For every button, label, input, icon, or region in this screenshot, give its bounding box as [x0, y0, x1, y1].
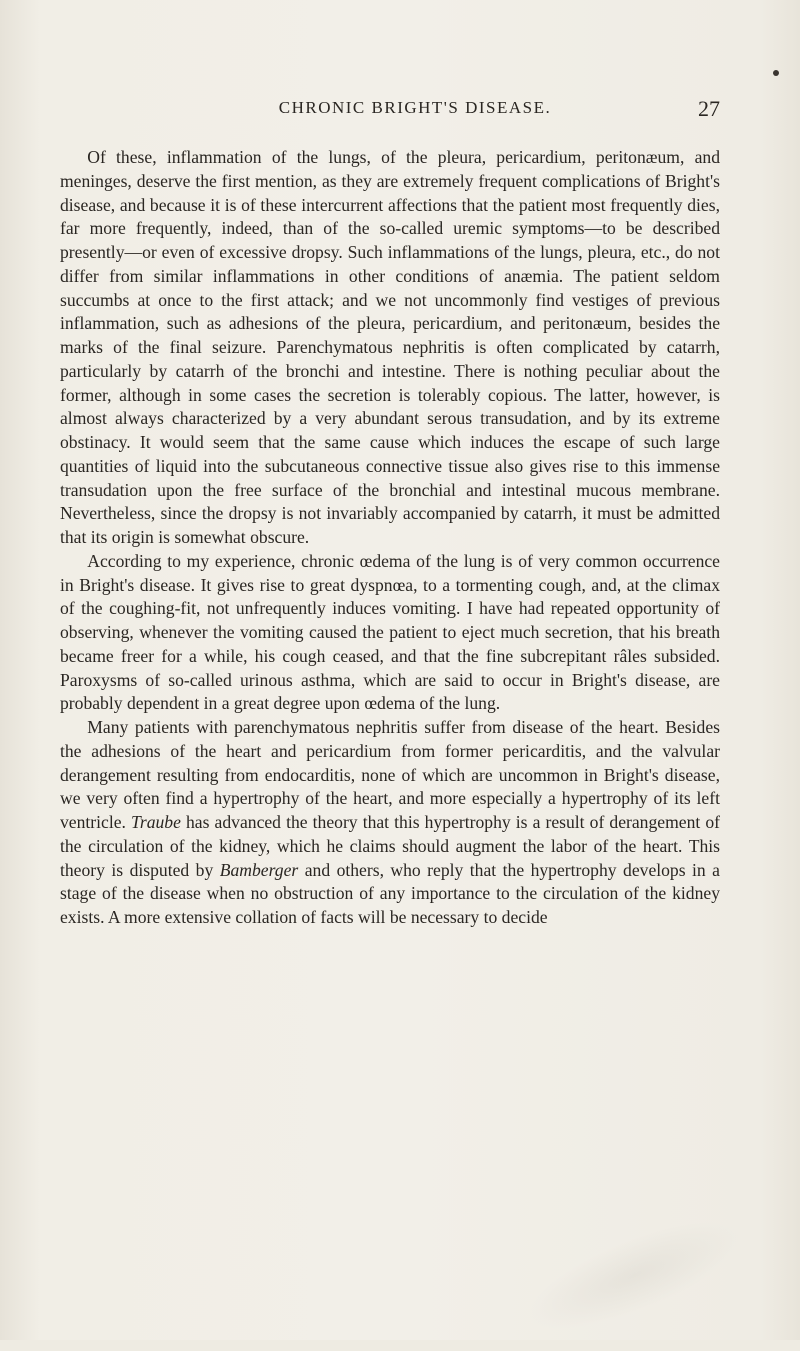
paragraph-text-segment: has advanced the theory that this hypertrophy is a result of derangement of the circulation of the kidney, which he claims should augment the labor of the heart. This theory is disputed by: [60, 812, 721, 880]
paper-stain: [515, 1199, 754, 1350]
page-header: [62, 98, 720, 128]
page-number: 27: [698, 96, 720, 121]
paragraph-text-segment: and others, who reply that the hypertrophy develops in a stage of the disease when no obstruction of any importance to the circulation of the kidney exists. A more extensive collation of facts will be necessary to decide: [60, 859, 720, 927]
paragraph-text-segment: Many patients with parenchymatous nephritis suffer from disease of the heart. Besides the adhesions of the heart and pericardium from former pericarditis, and the valvular derangement resulting from endocarditis, none of which are uncommon in Bright's disease, we very often find a hypertrophy of the heart, and more especially a hypertrophy of its left ventricle.: [60, 717, 720, 832]
author-name-bamberger: Bamberger: [219, 859, 299, 880]
paragraph-heart-disease: [60, 716, 720, 930]
ink-spot: [773, 70, 779, 76]
paragraph-oedema-of-lung: According to my experience, chronic œdema of the lung is of very common occurrence in Bright's disease. It gives rise to great dyspnœa, to a tormenting cough, and, at the climax of the coughing-fit, not unfrequently induces vomiting. I have had repeated opportunity of observing, whenever the vomiting caused the patient to eject much secretion, that his breath became freer for a while, his cough ceased, and that the fine subcrepitant râles subsided. Paroxysms of so-called urinous asthma, which are said to occur in Bright's disease, are probably dependent in a great degree upon œdema of the lung.: [60, 550, 720, 714]
body-text: [60, 146, 720, 930]
paragraph-complications: Of these, inflammation of the lungs, of the pleura, pericardium, peritonæum, and meninges, deserve the first mention, as they are extremely frequent complications of Bright's disease, and because it is of these intercurrent affections that the patient most frequently dies, far more frequently, indeed, than of the so-called uremic symptoms—to be described presently—or even of excessive dropsy. Such inflammations of the lungs, pleura, etc., do not differ from similar inflammations in other conditions of anæmia. The patient seldom succumbs at once to the first attack; and we not uncommonly find vestiges of previous inflammation, such as adhesions of the pleura, pericardium, and peritonæum, besides the marks of the final seizure. Parenchymatous nephritis is often complicated by catarrh, particularly by catarrh of the bronchi and intestine. There is nothing peculiar about the former, although in some cases the secretion is tolerably copious. The latter, however, is almost always characterized by a very abundant serous transudation, and by its extreme obstinacy. It would seem that the same cause which induces the escape of such large quantities of liquid into the subcutaneous connective tissue also gives rise to this immense transudation upon the free surface of the bronchial and intestinal mucous membrane. Nevertheless, since the dropsy is not invariably accompanied by catarrh, it must be admitted that its origin is somewhat obscure.: [60, 147, 720, 547]
running-head: CHRONIC BRIGHT'S DISEASE.: [278, 98, 552, 117]
author-name-traube: Traube: [131, 812, 181, 832]
